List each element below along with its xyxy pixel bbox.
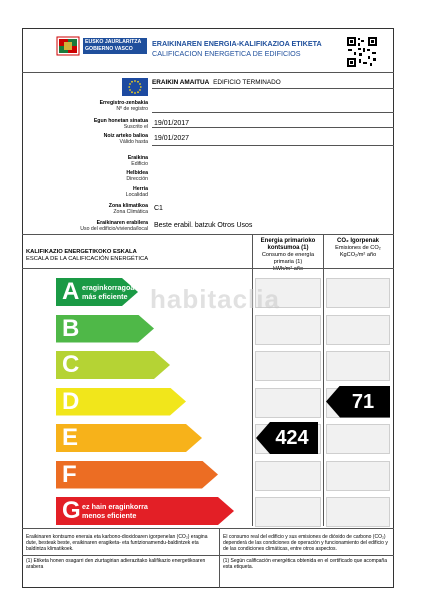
building-type-label: ERAIKIN AMAITUA bbox=[152, 79, 210, 86]
emissions-cell bbox=[326, 461, 390, 491]
field-label-eu: Herria bbox=[133, 186, 148, 192]
emissions-cell bbox=[326, 315, 390, 345]
field-label-es: Válido hasta bbox=[119, 139, 148, 145]
rating-bar-f bbox=[56, 461, 218, 489]
field-value: C1 bbox=[154, 205, 163, 212]
consumption-header-unit: kWh/m² año bbox=[272, 266, 304, 272]
least-efficient-eu: ez hain eraginkorra bbox=[82, 502, 148, 511]
field-value: 19/01/2027 bbox=[154, 135, 190, 142]
emissions-header-unit: KgCO₂/m² año bbox=[339, 252, 377, 258]
footer-text-eu: Eraikinaren kontsumo eneraia eta karbono-dioxidoaren igorpenelan (CO₂) eragina dute, besteak beste, eraikinaren eragiketa- eta funtzionamendu-baldintzek eta baldintza klimatikoek. bbox=[26, 534, 208, 552]
rating-letter-b: B bbox=[62, 314, 80, 342]
coat-of-arms-icon bbox=[55, 36, 85, 56]
emissions-cell bbox=[326, 424, 390, 454]
footer-note-eu: (1) Etiketa honen osagarri den ziurtagirian adierazitako kalifikazio energetikoaren arabera bbox=[26, 558, 206, 570]
gobierno-vasco-logo bbox=[55, 36, 147, 56]
field-label-es: Zona Climática bbox=[113, 209, 148, 215]
field-label-eu: Eraikinaren erabilera bbox=[96, 220, 148, 226]
consumption-cell bbox=[255, 497, 321, 527]
field-label-eu: Helbidea bbox=[126, 170, 148, 176]
label-title-eu: ERAIKINAREN ENERGIA-KALIFIKAZIOA ETIKETA bbox=[152, 39, 322, 48]
rating-letter-g: G bbox=[62, 497, 81, 524]
org-name-line2: GOBIERNO VASCO bbox=[85, 46, 133, 52]
consumption-cell bbox=[255, 315, 321, 345]
field-separator bbox=[152, 145, 394, 146]
footer-note-es: (1) Según calificación energética obtenida en el certificado que acompaña esta etiqueta. bbox=[223, 558, 387, 570]
field-separator bbox=[152, 112, 394, 113]
field-label-es: Nº de registro bbox=[116, 106, 148, 112]
rating-letter-a: A bbox=[62, 278, 80, 305]
rating-letter-e: E bbox=[62, 424, 79, 451]
field-label-eu: Egun honetan sinatua bbox=[93, 118, 148, 124]
field-label-es: Suscrito el bbox=[123, 124, 148, 130]
watermark: habitaclia bbox=[150, 284, 280, 314]
emissions-cell bbox=[326, 497, 390, 527]
field-separator bbox=[152, 127, 394, 128]
building-type-value: EDIFICIO TERMINADO bbox=[213, 79, 281, 86]
most-efficient-eu: eraginkorragoa bbox=[82, 283, 135, 292]
field-label-es: Edificio bbox=[131, 161, 148, 167]
field-label-eu: Noiz arteko balioa bbox=[103, 133, 148, 139]
label-title-es: CALIFICACION ENERGETICA DE EDIFICIOS bbox=[152, 49, 301, 58]
consumption-indicator-value: 424 bbox=[275, 427, 309, 449]
field-label-es: Dirección bbox=[126, 176, 148, 182]
emissions-header-eu: CO₂ Igorpenak bbox=[336, 238, 379, 244]
eu-flag-icon bbox=[122, 78, 148, 96]
least-efficient-label bbox=[82, 503, 148, 520]
consumption-cell bbox=[255, 388, 321, 418]
field-value: Beste erabil. batzuk Otros Usos bbox=[154, 222, 253, 229]
least-efficient-es: menos eficiente bbox=[82, 510, 137, 520]
rating-letter-d: D bbox=[62, 387, 80, 415]
org-name-line1: EUSKO JAURLARITZA bbox=[85, 39, 142, 45]
emissions-indicator-value: 71 bbox=[351, 390, 375, 413]
most-efficient-es: más eficiente bbox=[82, 291, 128, 301]
scale-title-es: ESCALA DE LA CALIFICACIÓN ENERGÉTICA bbox=[26, 256, 149, 262]
field-label-es: Uso del edificio/vivienda/local bbox=[80, 226, 148, 232]
consumption-cell bbox=[255, 351, 321, 381]
footer-text-es: El consumo real del edificio y sus emisiones de dióxido de carbono (CO₂) dependerá de las condiciones de operación y funcionamiento del edificio y de las condiciones climáticas, entre otros aspectos. bbox=[223, 534, 388, 552]
field-label-eu: Eraikina bbox=[127, 155, 148, 161]
field-label-eu: Erregistro-zenbakia bbox=[99, 100, 148, 106]
consumption-cell bbox=[255, 461, 321, 491]
qr-code bbox=[346, 36, 378, 68]
emissions-header-es: Emisiones de CO₂ bbox=[335, 245, 381, 251]
field-label-eu: Zona klimatikoa bbox=[108, 203, 148, 209]
consumption-header-eu: Energia primarioko kontsumoa (1) bbox=[260, 238, 316, 251]
rating-letter-f: F bbox=[62, 460, 77, 488]
consumption-header-es: Consumo de energía primaria (1) bbox=[261, 252, 315, 265]
field-label-es: Localidad bbox=[125, 192, 148, 198]
most-efficient-label bbox=[82, 284, 134, 301]
rating-letter-c: C bbox=[62, 351, 80, 378]
field-value: 19/01/2017 bbox=[154, 120, 190, 127]
emissions-cell bbox=[326, 278, 390, 308]
scale-title-eu: KALIFIKAZIO ENERGETIKOKO ESKALA bbox=[26, 249, 137, 255]
emissions-cell bbox=[326, 351, 390, 381]
